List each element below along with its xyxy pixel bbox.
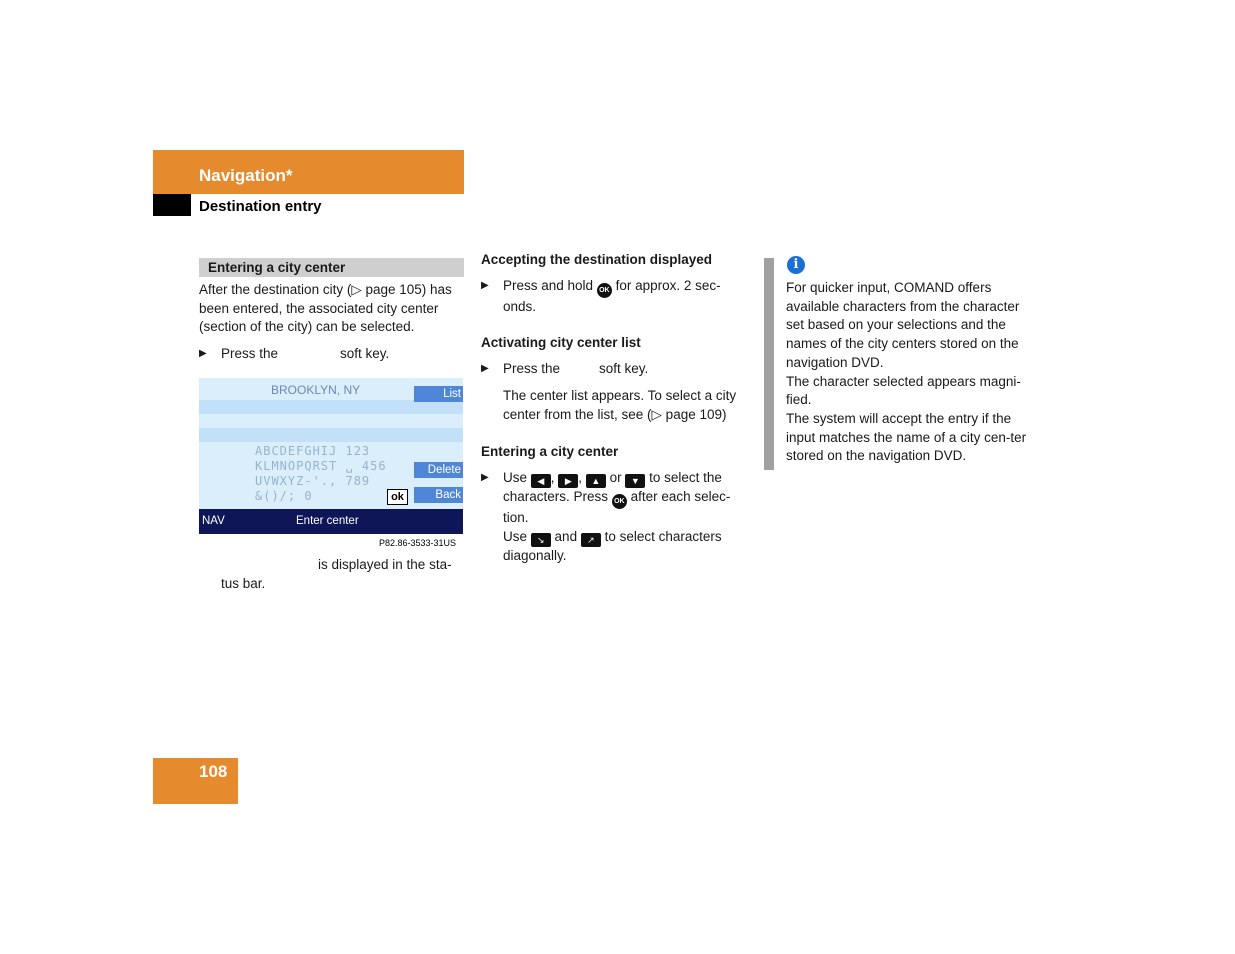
instruction-press-soft-key: ▶ Press the soft key.	[221, 345, 464, 364]
section-heading: Entering a city center	[208, 260, 346, 275]
up-arrow-key-icon: ▲	[586, 474, 606, 488]
keyboard-row-1: ABCDEFGHIJ 123	[255, 444, 371, 458]
comand-screen	[199, 378, 463, 534]
heading-accept-destination: Accepting the destination displayed	[481, 252, 713, 267]
figure-code: P82.86-3533-31US	[379, 538, 457, 548]
diagonal-up-key-icon: ↗	[581, 533, 601, 547]
heading-activate-list: Activating city center list	[481, 335, 641, 350]
keyboard-row-2: KLMNOPQRST ␣ 456	[255, 459, 387, 473]
list-description: The center list appears. To select a city center from the list, see (▷ page 109)	[503, 388, 737, 422]
info-text: For quicker input, COMAND offers available characters from the character set based on your selections and the names of the city centers stored on the navigation DVD. The character selected appears magni-fied. The system will accept the entry if the input matches the name of a city cen-ter stored on the navigation DVD.	[786, 280, 1027, 464]
info-sidebar-bar	[764, 258, 774, 470]
bullet-arrow-icon: ▶	[199, 348, 207, 359]
bullet-arrow-icon: ▶	[481, 472, 489, 483]
instruction-select-characters: ▶ Use ◀ , ▶ , ▲ or ▼ to select the characters. Press OK after each selec-tion. Use ↘ and ↗ to select characters diagonally.	[481, 470, 731, 563]
chapter-title: Navigation*	[199, 166, 293, 185]
instruction-press-list-key: ▶ Press the soft key.	[503, 360, 743, 379]
status-message: Enter center	[296, 515, 359, 527]
status-bar-note: is displayed in the sta- tus bar.	[221, 557, 452, 591]
left-arrow-key-icon: ◀	[531, 474, 551, 488]
heading-enter-city-center: Entering a city center	[481, 444, 619, 459]
diagonal-down-key-icon: ↘	[531, 533, 551, 547]
keyboard-row-4: &()/; 0	[255, 489, 313, 503]
down-arrow-key-icon: ▼	[625, 474, 645, 488]
status-mode: NAV	[202, 515, 225, 527]
bullet-arrow-icon: ▶	[481, 280, 489, 291]
instruction-press-hold: ▶ Press and hold OK for approx. 2 sec-onds.	[481, 278, 721, 314]
page-number: 108	[199, 762, 228, 781]
screen-row	[199, 428, 463, 442]
bullet-arrow-icon: ▶	[481, 363, 489, 374]
section-title: Destination entry	[199, 198, 322, 215]
info-icon: i	[787, 256, 805, 274]
ok-button-icon: OK	[597, 283, 612, 298]
screen-row	[199, 400, 463, 414]
list-soft-key[interactable]: List	[414, 386, 463, 402]
ok-key[interactable]: ok	[387, 489, 408, 505]
ok-button-icon: OK	[612, 494, 627, 509]
section-marker	[153, 194, 191, 216]
keyboard-row-3: UVWXYZ-'., 789	[255, 474, 371, 488]
intro-paragraph: After the destination city (▷ page 105) has been entered, the associated city center (section of the city) can be selected.	[199, 282, 452, 335]
right-arrow-key-icon: ▶	[558, 474, 578, 488]
status-bar	[199, 509, 463, 534]
back-soft-key[interactable]: Back	[414, 487, 463, 503]
screen-city: BROOKLYN, NY	[271, 383, 361, 397]
delete-soft-key[interactable]: Delete	[414, 462, 463, 478]
